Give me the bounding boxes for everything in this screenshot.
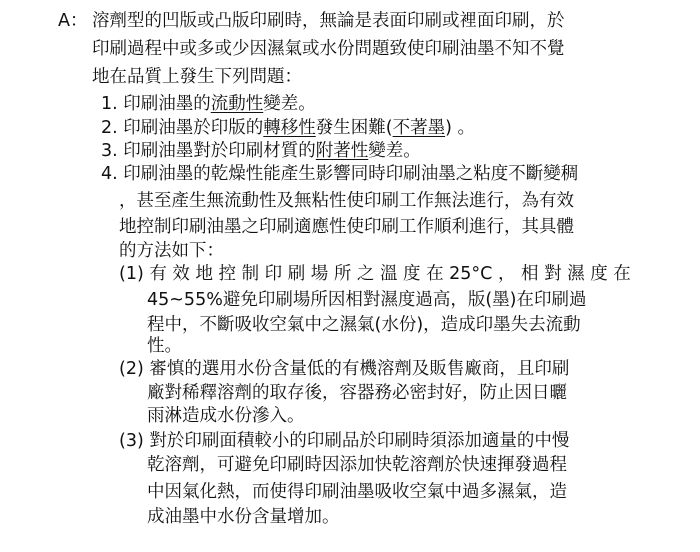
sub-item-line: (1) 有 效 地 控 制 印 刷 場 所 之 溫 度 在 25°C ， 相 對 濕 度 在 [119,264,631,284]
intro-line: 溶劑型的凹版或凸版印刷時，無論是表面印刷或裡面印刷，於 [92,11,565,31]
list-item-3 [101,139,421,163]
intro-line: 印刷過程中或多或少因濕氣或水份問題致使印刷油墨不知不覺 [92,39,565,59]
item-text: 3. 印刷油墨對於印刷材質的 [101,141,316,161]
sub-item-line: 廠對稀釋溶劑的取存後，容器務必密封好，防止因日曬 [147,383,567,403]
item-text: 2. 印刷油墨於印版的 [101,118,264,138]
item-text: 變差。 [263,94,316,114]
item-text: 發生困難( [315,118,393,138]
list-item-1 [101,92,316,116]
sub-item-line: 成油墨中水份含量增加。 [147,507,340,527]
item-line: 的方法如下： [119,241,224,261]
underlined-term: 流動性 [210,94,264,114]
underlined-term: 附著性 [315,141,369,161]
item-text: ) 。 [445,118,475,138]
sub-item-line: (3) 對於印刷面積較小的印刷品於印刷時須添加適量的中慢 [119,431,570,451]
sub-item-line: 45~55%避免印刷場所因相對濕度過高，版(墨)在印刷過 [147,290,587,310]
intro-line: 地在品質上發生下列問題： [92,67,302,87]
underlined-term: 不著墨 [392,118,446,138]
item-line: 地控制印刷油墨之印刷適應性使印刷工作順利進行，其具體 [119,217,574,237]
answer-label: A： [58,11,88,31]
sub-item-line: 性。 [147,336,182,356]
sub-item-line: 程中，不斷吸收空氣中之濕氣(水份)，造成印墨失去流動 [147,315,581,335]
sub-item-line: (2) 審慎的選用水份含量低的有機溶劑及販售廠商，且印刷 [119,359,570,379]
item-line: ，甚至產生無流動性及無粘性使印刷工作無法進行，為有效 [119,191,574,211]
item-text: 變差。 [368,141,421,161]
list-item-2 [101,116,475,140]
item-text: 1. 印刷油墨的 [101,94,211,114]
underlined-term: 轉移性 [263,118,316,138]
sub-item-line: 乾溶劑，可避免印刷時因添加快乾溶劑於快速揮發過程 [147,455,567,475]
sub-item-line: 中因氣化熱，而使得印刷油墨吸收空氣中過多濕氣，造 [147,482,567,502]
item-line: 4. 印刷油墨的乾燥性能產生影響同時印刷油墨之粘度不斷變稠 [101,164,579,184]
sub-item-line: 雨淋造成水份滲入。 [147,406,305,426]
